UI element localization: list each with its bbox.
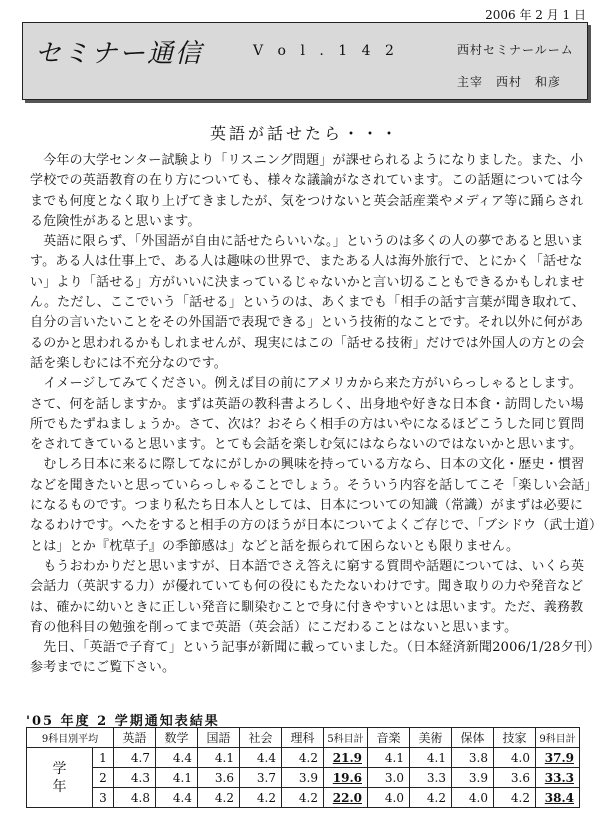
article-line: イメージしてみてください。例えば目の前にアメリカから来た方がいらっしゃるとします。 (30, 376, 583, 392)
article-line: 今年の大学センター試験より「リスニング問題」が課せられるようになりました。また、小 (30, 153, 584, 168)
article-line: もうおわかりだと思いますが、日本語でさえ答えに窮する質問や話題については、いくら英 (30, 558, 585, 574)
article-line: るのかと思われるかもしれませんが、現実にはこの「話せる技術」だけでは外国人の方との会 (30, 335, 585, 351)
article-line: とは」とか『枕草子』の季節感は」などと話を振られて困らないとも限りません。 (30, 538, 520, 554)
grade-cell: 4.4 (240, 748, 282, 768)
grade-cell: 19.6 (324, 768, 368, 788)
grade-cell: 4.2 (282, 788, 324, 808)
subject-header: 国語 (198, 728, 240, 748)
article-line: さて、何を話しますか。まずは英語の教科書よろしく、出身地や好きな日本食・訪問したい場 (30, 396, 584, 412)
grade-cell: 4.2 (198, 788, 240, 808)
grade-cell: 4.3 (114, 768, 156, 788)
grade-cell: 4.1 (198, 748, 240, 768)
grade-cell: 4.2 (240, 788, 282, 808)
article-line: 英語に限らず、「外国語が自由に話せたらいいな。」というのは多くの人の夢であると思いま (30, 234, 584, 250)
grade-cell: 4.2 (494, 788, 536, 808)
grade-cell: 4.1 (156, 768, 198, 788)
grade-cell: 3.0 (368, 768, 410, 788)
grade-cell: 4.2 (410, 788, 452, 808)
author-name: 主宰 西村 和彦 (457, 75, 562, 89)
results-title: '05 年度 2 学期通知表結果 (26, 714, 220, 729)
grade-cell: 4.0 (452, 788, 494, 808)
subject-header: 技家 (494, 728, 536, 748)
grade-cell: 37.9 (536, 748, 580, 768)
grade-cell: 3.3 (410, 768, 452, 788)
subject-header: 社会 (240, 728, 282, 748)
article-line: ん。ただし、ここでいう「話せる」というのは、あくまでも「相手の話す言葉が聞き取れて、 (30, 295, 585, 311)
grade-cell: 4.0 (494, 748, 536, 768)
article-line: 先日、「英語で子育て」という記事が新聞に載っていました。（日本経済新聞2006/1/28夕刊） (30, 640, 601, 656)
grade-cell: 3.9 (452, 768, 494, 788)
grade-cell: 3.9 (282, 768, 324, 788)
grades-table (26, 727, 580, 808)
subject-header: 英語 (114, 728, 156, 748)
volume-number: V o l . 1 4 2 (253, 43, 399, 59)
grade-cell: 3.7 (240, 768, 282, 788)
grade-cell: 4.1 (368, 748, 410, 768)
article-line: 所でもたずねましょうか。さて、次は？おそらく相手の方はいやになるほどこうした同じ質問 (30, 416, 585, 432)
article-line: い」より「話せる」方がいいに決まっているじゃないかと言い切ることもできるかもしれませ (30, 274, 585, 290)
grade-cell: 22.0 (324, 788, 368, 808)
article-body (30, 151, 603, 679)
grade-cell: 3.6 (198, 768, 240, 788)
subject-header: 音楽 (368, 728, 410, 748)
grade-cell: 4.8 (114, 788, 156, 808)
grade-cell: 4.0 (368, 788, 410, 808)
article-line: 話を楽しむには不充分なのです。 (30, 355, 227, 371)
article-line: 育の他科目の勉強を削ってまで英語（英会話）にこだわることはないと思います。 (30, 619, 518, 635)
subject-header: 美術 (410, 728, 452, 748)
article-line: なるわけです。へたをすると相手の方のほうが日本についてよくご存じで、「ブシドウ（武士道） (30, 518, 603, 534)
article-line: は、確かに幼いときに正しい発音に馴染むことで身に付きやすいとは思います。ただ、義務教 (30, 599, 584, 615)
grade-cell: 4.7 (114, 748, 156, 768)
grade-row (27, 748, 580, 768)
article-line: 自分の言いたいことをその外国語で表現できる」という技術的なことです。それ以外に何があ (30, 315, 584, 331)
grade-number: 3 (93, 788, 114, 808)
newsletter-title: セミナー通信 (35, 39, 204, 69)
grade-axis-char: 学 (52, 760, 67, 777)
grade-number: 1 (93, 748, 114, 768)
article-heading: 英語が話せたら・・・ (209, 124, 400, 143)
grade-cell: 3.8 (452, 748, 494, 768)
subject-header: 数学 (156, 728, 198, 748)
grade-cell: 33.3 (536, 768, 580, 788)
article-line: をされてきていると思います。とても会話を楽しむ気にはならないのではないかと思います。 (30, 437, 583, 453)
grade-cell: 4.2 (282, 748, 324, 768)
article-line: などを聞きたいと思っていらっしゃることでしょう。そういう内容を話してこそ「楽しい会話」 (30, 477, 598, 493)
article-line: る危険性があると思います。 (30, 213, 201, 229)
grade-cell: 4.4 (156, 788, 198, 808)
grade-cell: 38.4 (536, 788, 580, 808)
grade-row (27, 768, 580, 788)
grade-cell: 4.4 (156, 748, 198, 768)
article-line: す。ある人は仕事上で、ある人は趣味の世界で、またある人は海外旅行で、とにかく「話せな (30, 254, 583, 270)
corner-label: 9科目別平均 (27, 728, 114, 748)
grade-axis-label (27, 748, 93, 808)
subject-header: 5科目計 (324, 728, 368, 748)
article-line: 会話力（英訳する力）が優れていても何の役にもたたないわけです。聞き取りの力や発音など (30, 579, 584, 595)
grade-row (27, 788, 580, 808)
article-line: 参考までにご覧下さい。 (30, 660, 176, 676)
newsletter-banner (22, 22, 588, 100)
grade-number: 2 (93, 768, 114, 788)
subject-header: 理科 (282, 728, 324, 748)
subject-header: 保体 (452, 728, 494, 748)
article-line: になるものです。つまり私たち日本人としては、日本についての知識（常識）がまずは必要に (30, 498, 584, 514)
article-line: むしろ日本に来るに際してなにがしかの興味を持っている方なら、日本の文化・歴史・慣習 (30, 457, 585, 473)
newsletter-date: 2006 年 2 月 1 日 (485, 8, 586, 22)
grades-header-row (27, 728, 580, 748)
organization-name: 西村セミナールーム (457, 43, 574, 57)
grade-cell: 3.6 (494, 768, 536, 788)
article-line: 学校での英語教育の在り方についても、様々な議論がなされています。この話題については今 (30, 173, 583, 189)
grade-axis-char: 年 (52, 778, 67, 795)
subject-header: 9科目計 (536, 728, 580, 748)
grade-cell: 4.1 (410, 748, 452, 768)
article-line: までも何度となく取り上げてきましたが、気をつけないと英会話産業やメディア等に踊らされ (30, 193, 584, 209)
grade-cell: 21.9 (324, 748, 368, 768)
